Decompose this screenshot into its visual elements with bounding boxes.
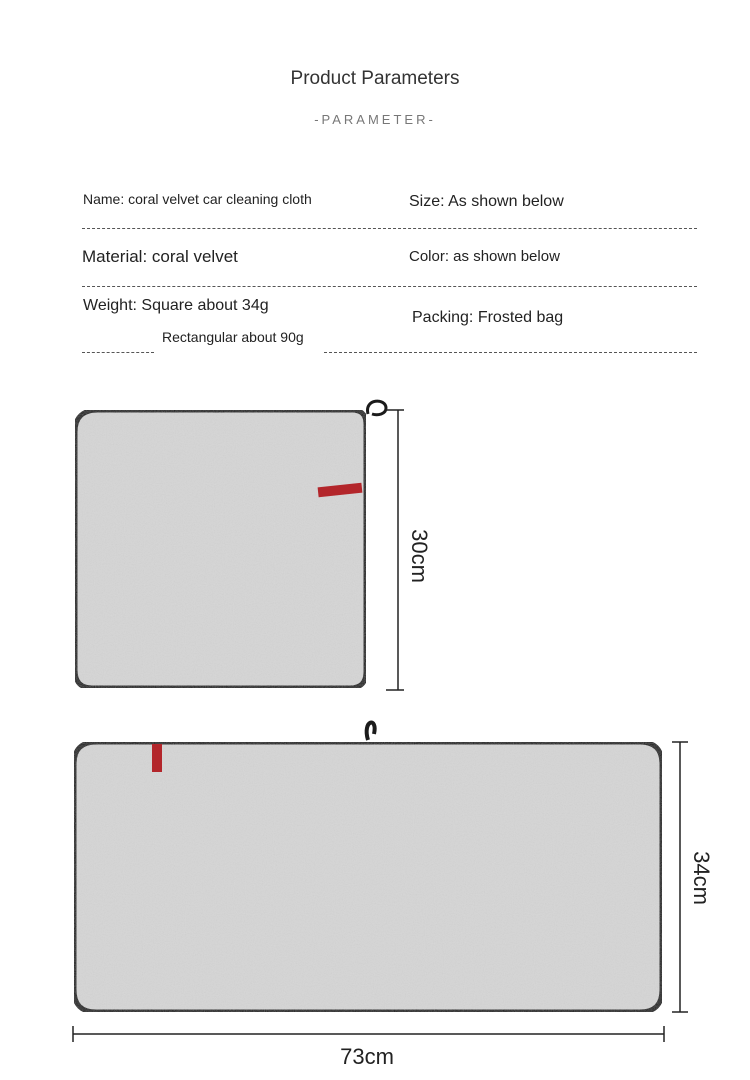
rectangular-towel	[74, 723, 662, 1012]
rect-height-label: 34cm	[689, 851, 714, 905]
square-towel-body	[75, 410, 366, 688]
rect-width-label: 73cm	[340, 1044, 394, 1069]
param-size: Size: As shown below	[409, 193, 564, 210]
param-name: Name: coral velvet car cleaning cloth	[83, 191, 312, 207]
square-towel	[75, 401, 386, 688]
rect-hang-loop	[367, 723, 375, 740]
page-subtitle: -PARAMETER-	[314, 112, 436, 127]
rect-width-dimension	[73, 1026, 664, 1042]
param-color: Color: as shown below	[409, 248, 560, 265]
rect-height-dimension	[672, 742, 688, 1012]
param-weight-rect: Rectangular about 90g	[162, 329, 304, 345]
square-height-label: 30cm	[407, 529, 432, 583]
page-title: Product Parameters	[290, 68, 460, 89]
param-packing: Packing: Frosted bag	[412, 309, 564, 326]
rect-towel-body	[74, 742, 662, 1012]
param-material: Material: coral velvet	[82, 247, 238, 266]
square-hang-loop	[368, 401, 386, 415]
square-height-dimension	[386, 410, 404, 690]
rect-towel-tag	[152, 744, 162, 772]
param-weight: Weight: Square about 34g	[83, 297, 269, 314]
